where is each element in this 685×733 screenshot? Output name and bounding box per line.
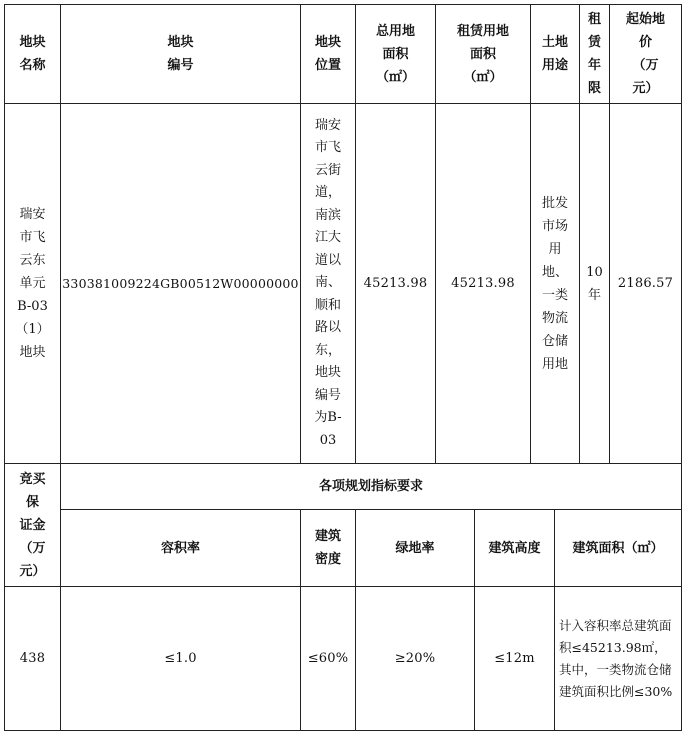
far-value: ≤1.0 bbox=[60, 586, 301, 731]
header-total-area: 总用地 面积 （㎡） bbox=[355, 4, 436, 104]
land-use: 批发 市场 用 地、 一类 物流 仓储 用地 bbox=[530, 103, 580, 464]
deposit-value: 438 bbox=[4, 586, 61, 731]
start-price: 2186.57 bbox=[609, 103, 682, 464]
header-height: 建筑高度 bbox=[474, 509, 555, 587]
header-parcel-no: 地块 编号 bbox=[60, 4, 301, 104]
header-density: 建筑 密度 bbox=[300, 509, 356, 587]
total-area: 45213.98 bbox=[355, 103, 436, 464]
lease-area: 45213.98 bbox=[435, 103, 531, 464]
header-lease-term: 租 赁 年 限 bbox=[579, 4, 610, 104]
planning-title: 各项规划指标要求 bbox=[60, 463, 682, 510]
gfa-value: 计入容积率总建筑面积≤45213.98㎡，其中，一类物流仓储建筑面积比例≤30% bbox=[554, 586, 682, 731]
header-green: 绿地率 bbox=[355, 509, 475, 587]
header-start-price: 起始地 价 （万 元） bbox=[609, 4, 682, 104]
header-parcel-name: 地块 名称 bbox=[4, 4, 61, 104]
header-lease-area: 租赁用地 面积 （㎡） bbox=[435, 4, 531, 104]
parcel-no: 330381009224GB00512W00000000 bbox=[60, 103, 301, 464]
lease-term: 10 年 bbox=[579, 103, 610, 464]
height-value: ≤12m bbox=[474, 586, 555, 731]
deposit-header: 竞买 保 证金 （万 元） bbox=[4, 463, 61, 587]
green-value: ≥20% bbox=[355, 586, 475, 731]
header-land-use: 土地 用途 bbox=[530, 4, 580, 104]
header-location: 地块 位置 bbox=[300, 4, 356, 104]
header-gfa: 建筑面积（㎡） bbox=[554, 509, 682, 587]
parcel-name: 瑞安 市飞 云东 单元 B-03 （1） 地块 bbox=[4, 103, 61, 464]
density-value: ≤60% bbox=[300, 586, 356, 731]
parcel-location: 瑞安 市飞 云街 道， 南滨 江大 道以 南、 顺和 路以 东， 地块 编号 为B- 03 bbox=[300, 103, 356, 464]
header-far: 容积率 bbox=[60, 509, 301, 587]
